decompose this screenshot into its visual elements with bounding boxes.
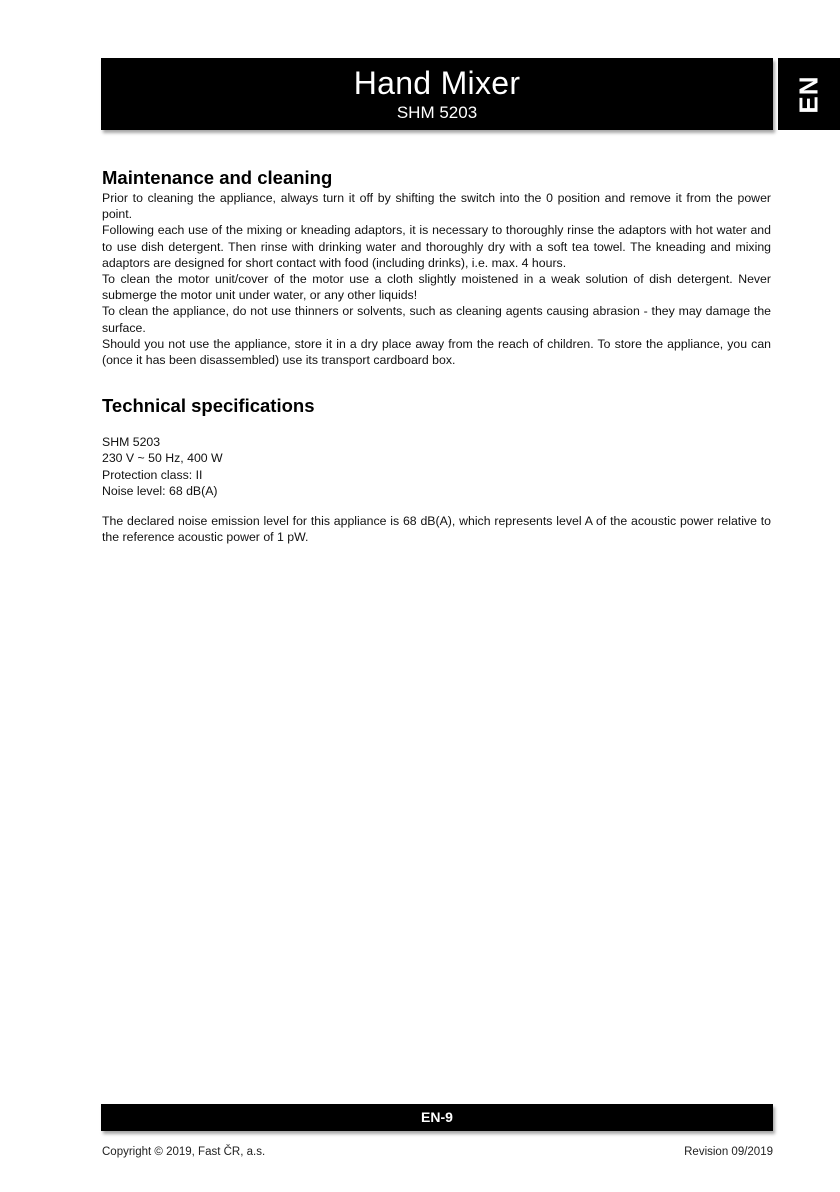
model-number: SHM 5203 xyxy=(396,103,478,122)
language-tab xyxy=(778,58,840,130)
specifications-heading: Technical specifications xyxy=(102,395,315,417)
page-title: Hand Mixer xyxy=(353,65,521,101)
page-number: EN-9 xyxy=(421,1109,453,1125)
document-body xyxy=(102,166,771,545)
spec-line: Protection class: II xyxy=(102,467,203,482)
maintenance-paragraph: To clean the motor unit/cover of the motor use a cloth slightly moistened in a weak solution of dish detergent. Never submerge the motor unit under water, or any other liquids! xyxy=(102,272,771,303)
header-banner xyxy=(101,58,773,130)
maintenance-paragraph: Following each use of the mixing or kneading adaptors, it is necessary to thoroughly rinse the adaptors with hot water and to use dish detergent. Then rinse with drinking water and thoroughly dry with a soft tea towel. The kneading and mixing adaptors are designed for short contact with food (including drinks), i.e. max. 4 hours. xyxy=(102,223,771,270)
noise-note: The declared noise emission level for this appliance is 68 dB(A), which represents level A of the acoustic power relative to the reference acoustic power of 1 pW. xyxy=(102,514,771,545)
spec-line: Noise level: 68 dB(A) xyxy=(102,483,218,498)
revision-text: Revision 09/2019 xyxy=(684,1146,773,1158)
maintenance-paragraph: Prior to cleaning the appliance, always turn it off by shifting the switch into the 0 position and remove it from the power point. xyxy=(102,191,771,222)
section-spacer xyxy=(102,368,771,394)
maintenance-paragraph: To clean the appliance, do not use thinners or solvents, such as cleaning agents causing abrasion - they may damage the surface. xyxy=(102,304,771,335)
section-spacer xyxy=(102,418,771,434)
copyright-text: Copyright © 2019, Fast ČR, a.s. xyxy=(102,1146,266,1158)
spec-line: SHM 5203 xyxy=(102,435,161,450)
language-tab-label: EN xyxy=(793,74,824,114)
page-number-bar xyxy=(101,1104,773,1131)
maintenance-heading: Maintenance and cleaning xyxy=(102,167,333,188)
spec-line: 230 V ~ 50 Hz, 400 W xyxy=(102,451,223,466)
paragraph-spacer xyxy=(102,499,771,513)
maintenance-paragraph: Should you not use the appliance, store it in a dry place away from the reach of children. To store the appliance, you can (once it has been disassembled) use its transport cardboard box. xyxy=(102,336,771,368)
